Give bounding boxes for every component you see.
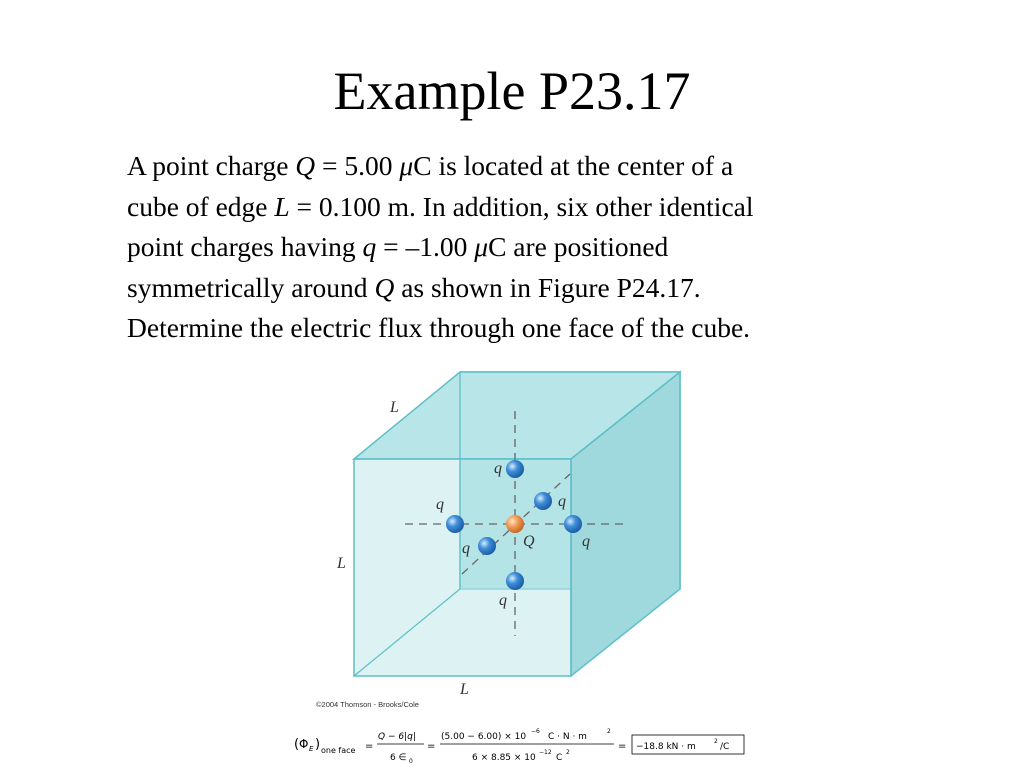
eq-frac2-den-exp: −12 <box>539 749 552 756</box>
charge-Q-center <box>506 515 524 533</box>
edge-label-top: L <box>390 399 399 416</box>
cube-front-face <box>354 459 571 676</box>
problem-statement <box>127 146 927 349</box>
charge-q-top <box>506 460 524 478</box>
eq-frac1-num: Q − 6|q| <box>378 732 416 742</box>
charge-q-right <box>564 515 582 533</box>
svg-text:(: ( <box>294 737 300 752</box>
eq-frac2-num: (5.00 − 6.00) × 10 <box>441 732 527 742</box>
problem-line <box>127 308 927 349</box>
charge-q-bottom <box>506 572 524 590</box>
problem-text: = 5.00 <box>315 150 400 181</box>
problem-line <box>127 187 927 228</box>
eq-frac1-den: 6 ∈ <box>390 753 407 763</box>
problem-symbol: L <box>274 190 290 222</box>
solution-equation <box>294 722 754 766</box>
problem-text: symmetrically around <box>127 271 375 303</box>
charge-q-front <box>478 537 496 555</box>
edge-label-left: L <box>337 555 346 572</box>
eq-frac2-den-unit-exp: 2 <box>566 749 570 756</box>
cube-diagram <box>312 356 712 712</box>
edge-label-bottom: L <box>460 681 469 698</box>
problem-symbol: μ <box>474 231 489 262</box>
problem-line <box>127 146 927 187</box>
problem-symbol: Q <box>374 271 395 303</box>
label-Q-center: Q <box>523 533 535 550</box>
label-q-top: q <box>494 460 502 477</box>
svg-text:): ) <box>315 737 321 752</box>
label-q-right: q <box>582 533 590 550</box>
problem-text: = –1.00 <box>376 231 475 262</box>
eq-phi-sub-e: E <box>309 745 314 753</box>
charge-q-left <box>446 515 464 533</box>
label-q-bottom: q <box>499 592 507 609</box>
label-q-left: q <box>436 496 444 513</box>
problem-line <box>127 268 927 309</box>
label-q-back: q <box>558 493 566 510</box>
problem-symbol: μ <box>399 150 414 181</box>
problem-text: A point charge <box>127 150 296 181</box>
problem-text: point charges having <box>127 231 363 262</box>
eq-frac2-num-exp: −6 <box>531 728 540 735</box>
problem-symbol: q <box>362 231 377 262</box>
eq-frac2-den-unit: C <box>556 753 563 763</box>
problem-text: C are positioned <box>488 231 669 262</box>
label-q-front: q <box>462 540 470 557</box>
svg-text:=: = <box>618 741 627 752</box>
eq-phi: Φ <box>299 737 309 751</box>
charge-q-back <box>534 492 552 510</box>
problem-text: Determine the electric flux through one face of the cube. <box>127 312 751 343</box>
problem-line <box>127 227 927 268</box>
problem-text: as shown in Figure P24.17. <box>394 271 701 303</box>
cube-figure <box>312 356 712 712</box>
eq-one-face: one face <box>321 746 356 755</box>
eq-result-exp: 2 <box>714 738 718 745</box>
eq-result: −18.8 kN · m <box>636 742 696 752</box>
eq-frac2-den: 6 × 8.85 × 10 <box>472 753 536 763</box>
problem-text: = 0.100 m. In addition, six other identical <box>289 190 754 222</box>
eq-result-unit: /C <box>720 742 730 752</box>
eq-frac2-num-unit-exp: 2 <box>607 728 611 735</box>
slide-title: Example P23.17 <box>333 61 691 121</box>
eq-frac2-num-unit: C · N · m <box>548 732 587 742</box>
eq-frac1-den-sub: 0 <box>409 758 413 765</box>
problem-text: C is located at the center of a <box>413 150 734 181</box>
figure-copyright: ©2004 Thomson - Brooks/Cole <box>316 700 419 709</box>
problem-text: cube of edge <box>127 190 275 222</box>
svg-text:=: = <box>365 741 374 752</box>
problem-symbol: Q <box>295 150 316 181</box>
svg-text:=: = <box>427 741 436 752</box>
